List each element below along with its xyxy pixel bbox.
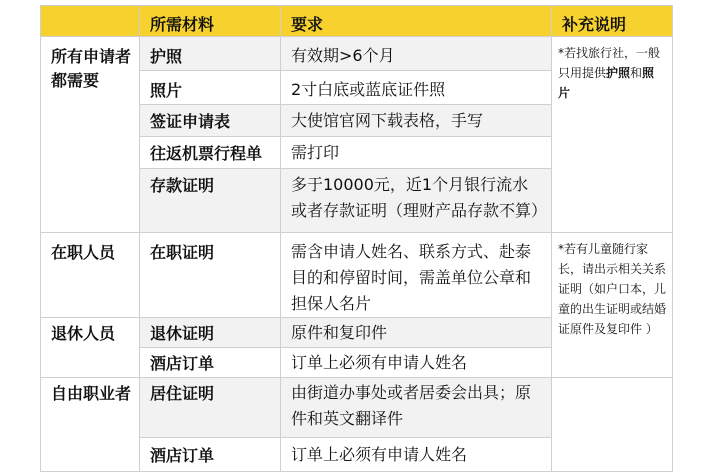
header-row	[41, 6, 673, 37]
requirement-cell: 多于10000元，近1个月银行流水或者存款证明（理财产品存款不算）	[281, 169, 552, 233]
group-all-applicants: 所有申请者都需要	[41, 37, 140, 233]
requirement-cell: 有效期>6个月	[281, 37, 552, 71]
material-cell: 酒店订单	[140, 348, 281, 378]
material-cell: 往返机票行程单	[140, 137, 281, 169]
table-row	[41, 378, 673, 438]
material-cell: 照片	[140, 71, 281, 105]
material-cell: 在职证明	[140, 233, 281, 318]
notes-cell-empty	[552, 378, 673, 472]
material-cell: 护照	[140, 37, 281, 71]
notes-cell-children	[552, 233, 673, 378]
requirement-cell: 2寸白底或蓝底证件照	[281, 71, 552, 105]
requirement-cell: 原件和复印件	[281, 318, 552, 348]
visa-materials-table	[40, 5, 673, 472]
requirement-cell: 订单上必须有申请人姓名	[281, 348, 552, 378]
group-retired: 退休人员	[41, 318, 140, 378]
material-cell: 酒店订单	[140, 438, 281, 472]
requirement-cell: 由街道办事处或者居委会出具；原件和英文翻译件	[281, 378, 552, 438]
travel-agency-note: *若找旅行社，一般只用提供护照和照片	[558, 46, 661, 100]
group-employed: 在职人员	[41, 233, 140, 318]
group-freelance: 自由职业者	[41, 378, 140, 472]
requirement-cell: 订单上必须有申请人姓名	[281, 438, 552, 472]
requirement-cell: 需含申请人姓名、联系方式、赴泰目的和停留时间，需盖单位公章和担保人名片	[281, 233, 552, 318]
header-col-requirement: 要求	[281, 6, 552, 37]
material-cell: 退休证明	[140, 318, 281, 348]
header-col-category	[41, 6, 140, 37]
notes-cell-travel-agency	[552, 37, 673, 233]
table-row	[41, 233, 673, 318]
material-cell: 居住证明	[140, 378, 281, 438]
children-note: *若有儿童随行家长，请出示相关关系证明（如户口本，儿童的出生证明或结婚证原件及复印件 ）	[558, 242, 667, 336]
header-col-material: 所需材料	[140, 6, 281, 37]
material-cell: 存款证明	[140, 169, 281, 233]
material-cell: 签证申请表	[140, 105, 281, 137]
table-row	[41, 37, 673, 71]
header-col-notes: 补充说明	[552, 6, 673, 37]
requirement-cell: 需打印	[281, 137, 552, 169]
requirement-cell: 大使馆官网下载表格，手写	[281, 105, 552, 137]
